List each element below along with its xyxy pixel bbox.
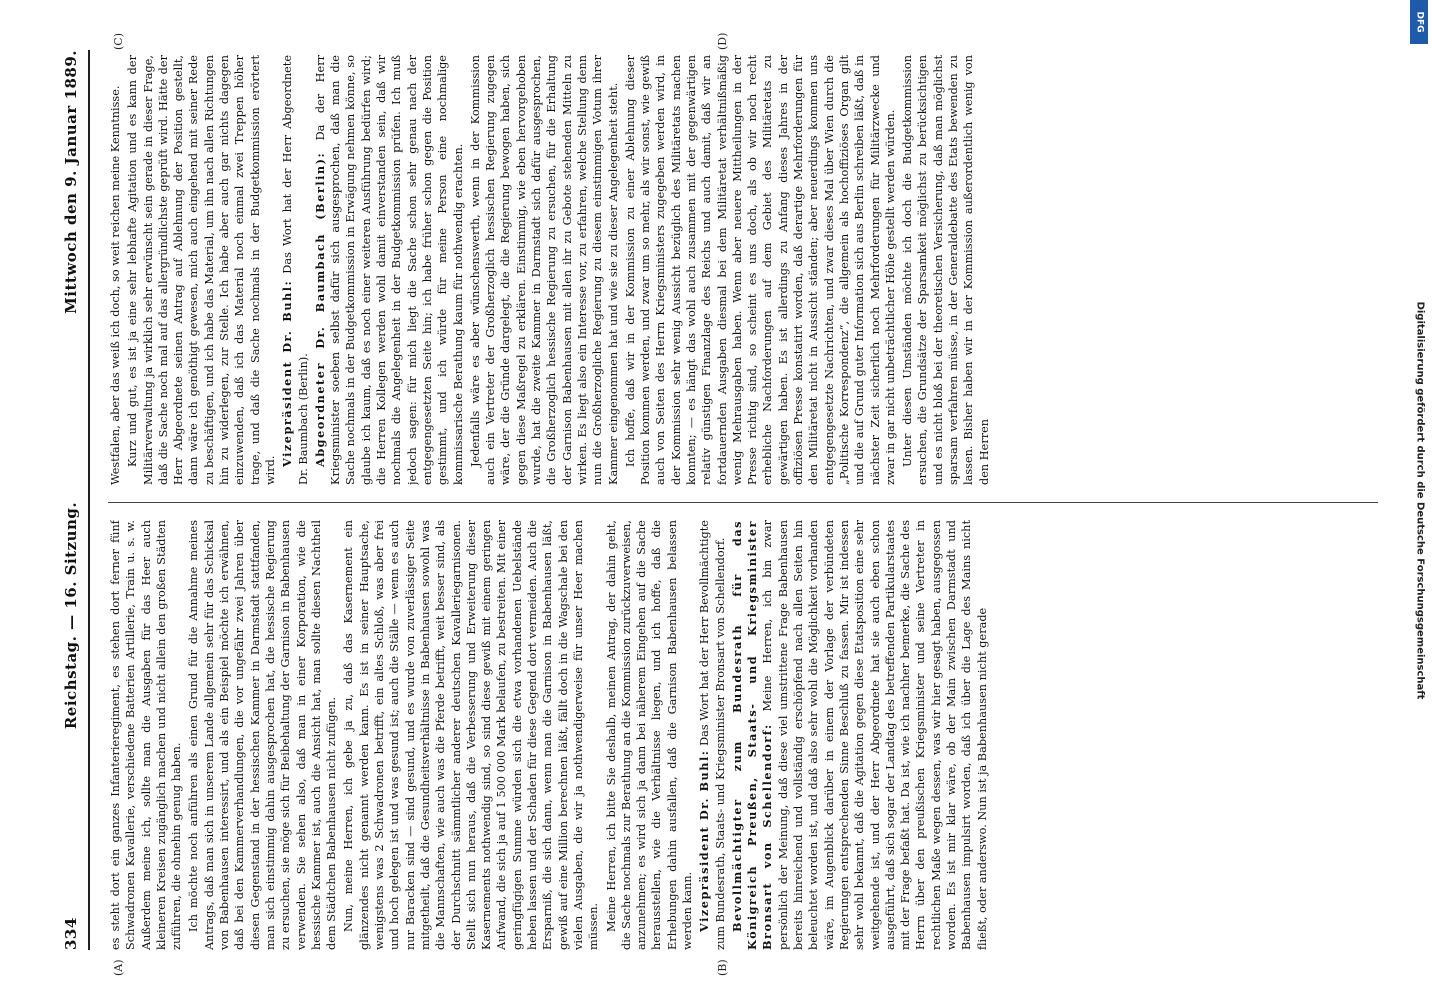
watermark-strip xyxy=(1410,0,1432,1000)
session-title: Reichstag. — 16. Sitzung. xyxy=(62,501,80,730)
speaker-paragraph xyxy=(730,520,990,950)
paragraph: Westfalen, aber das weiß ich doch, so weit reichen meine Kenntnisse. xyxy=(109,85,122,485)
speaker-name: Abgeordneter Dr. Baumbach (Berlin): xyxy=(312,151,327,467)
margin-marker-b: (B) xyxy=(716,959,729,976)
paragraph-text: Da der Herr Kriegsminister soeben selbst dafür sich ausgesprochen, daß man die Sache nochmals in der Budgetkommission in Erwägung nehmen könne, so glaube ich kaum, daß es noch einer weiteren Ausführung bedürfen wird; die Herren Kollegen werden wohl damit einverstanden sein, daß wir nochmals die Angelegenheit in der Budgetkommission prüfen. Ich muß jedoch sagen: für mich liegt die Sache schon sehr genau nach der entgegengesetzten Seite hin; ich habe früher schon gegen die Position gestimmt, und ich würde für meine Person eine nochmalige kommissarische Berathung kaum für nothwendig erachten. xyxy=(313,55,465,485)
page-number: 334 xyxy=(62,917,80,950)
paragraph: Kurz und gut, es ist ja eine sehr lebhafte Agitation und es kann der Militärverwaltung ja wirklich sehr erwünscht sein gerade in dieser Frage, daß die Sache noch mal auf das allergründlichste geprüft wird. Hätte der Herr Abgeordnete seinen Antrag auf Ablehnung der Position gestellt, dann wäre ich genöthigt gewesen, mich auch eingehend mit seiner Rede zu beschäftigen, und ich habe das Material, um ihn nach allen Richtungen hin zu widerlegen, zur Stelle. Ich habe aber auch gar nichts dagegen einzuwenden, daß ich das Material noch einmal zwei Treppen höher trage, und daß die Sache nochmals in der Budgetkommission erörtert wird. xyxy=(126,55,277,485)
column-divider xyxy=(108,502,1378,503)
margin-marker-a: (A) xyxy=(112,959,125,976)
speaker-name: Bevollmächtigter zum Bundesrath für das Königreich Preußen, Staats- und Kriegsminister Bronsart von Schellendorf: xyxy=(729,520,775,950)
paragraph-text: Das Wort hat der Herr Abgeordnete Dr. Baumbach (Berlin). xyxy=(281,55,310,485)
header-rule xyxy=(88,50,90,950)
session-date: Mittwoch den 9. Januar 1889. xyxy=(62,50,80,314)
speaker-name: Vizepräsident Dr. Buhl: xyxy=(697,749,712,932)
watermark-text: Digitalisierung gefördert durch die Deutsche Forschungsgemeinschaft xyxy=(1414,301,1426,699)
speaker-paragraph xyxy=(697,520,728,950)
paragraph: es steht dort ein ganzes Infanterieregiment, es stehen dort ferner fünf Schwadronen Kavallerie, verschiedene Batterien Artillerie, Train u. s. w. Außerdem meine ich, sollte man die Ausgaben für das Heer auch kleineren Kreisen zugänglich machen und nicht allein den großen Städten zuführen, die ohnehin genug haben. xyxy=(109,520,184,950)
paragraph: Unter diesen Umständen möchte ich doch die Budgetkommission ersuchen, die Grundsätze der Sparsamkeit möglichst zu berücksichtigen und es nicht bloß bei der theoretischen Versicherung, daß man möglichst sparsam verfahren müsse, in der Generaldebatte des Etats bewenden zu lassen. Bisher haben wir in der Kommission außerordentlich wenig von den Herren xyxy=(901,55,991,485)
watermark xyxy=(1410,0,1430,1000)
speaker-name: Vizepräsident Dr. Buhl: xyxy=(280,279,295,467)
margin-marker-c: (C) xyxy=(112,33,125,50)
dfg-logo xyxy=(1410,0,1428,44)
left-column xyxy=(108,520,1378,950)
paragraph: Jedenfalls wäre es aber wünschenswerth, wenn in der Kommission auch ein Vertreter der Großherzoglich hessischen Regierung zugegen wäre, der die Gründe dargelegt, die die Regierung bewogen haben, sich gegen diese Maßregel zu erklären. Einstimmig, wie eben hervorgehoben wurde, hat die zweite Kammer in Darmstadt sich dafür ausgesprochen, die Großherzoglich hessische Regierung zu ersuchen, für die Erhaltung der Garnison Babenhausen mit allen ihr zu Gebote stehenden Mitteln zu wirken. Es liegt also ein Interesse vor, zu erfahren, welche Stellung denn nun die Großherzogliche Regierung zu diesem einstimmigen Votum ihrer Kammer eingenommen hat und wie sie zu dieser Angelegenheit steht. xyxy=(468,55,620,485)
paragraph-text: Das Wort hat der Herr Bevollmächtigte zum Bundesrath, Staats- und Kriegsminister Bronsart von Schellendorf. xyxy=(698,520,727,950)
margin-marker-d: (D) xyxy=(716,32,729,50)
scanned-page xyxy=(16,10,1416,990)
paragraph: Nun, meine Herren, ich gebe ja zu, daß das Kasernement ein glänzendes nicht genannt werden kann. Es ist in seiner Hauptsache, wenigstens was 2 Schwadronen betrifft, ein altes Schloß, was aber frei und hoch gelegen ist und was gesund ist; auch die Ställe — wenn es auch nur Baracken sind — sind gesund, und es wurde von zuverlässiger Seite mitgetheilt, daß die Gesundheitsverhältnisse in Babenhausen sowohl was die Mannschaften, wie auch was die Pferde betrifft, weit besser sind, als der Durchschnitt sämmtlicher anderer deutschen Kavalleriegarnisonen. Stellt sich nun heraus, daß die Verbesserung und Erweiterung dieser Kasernements nothwendig sind, so sind diese gewiß mit einem geringen Aufwand, die sich ja auf 1 500 000 Mark belaufen, zu bestreiten. Mit einer geringfügigen Summe würden sich die etwa vorhandenen Uebelstände heben lassen und der Schaden für diese Gegend dort vermeiden. Auch die Ersparniß, die sich dann, wenn man die Garnison in Babenhausen läßt, gewiß auf eine Million berechnen läßt, fällt doch in die Wagschale bei den vielen Ausgaben, die wir ja nothwendigerweise für unser Heer machen müssen. xyxy=(342,520,601,950)
paragraph: Ich hoffe, daß wir in der Kommission zu einer Ablehnung dieser Position kommen werden, und zwar um so mehr, als wir sonst, wie gewiß auch von Seiten des Herrn Kriegsministers zugegeben werden wird, in der Kommission sehr wenig Aussicht bezüglich des Militäretats machen konnten; — es hängt das wohl auch zusammen mit der gegenwärtigen relativ günstigen Finanzlage des Reichs und auch damit, daß wir an fortdauernden Ausgaben diesmal bei dem Militäretat verhältnißmäßig wenig Mehrausgaben haben. Wenn aber neuere Mittheilungen in der Presse richtig sind, so scheint es uns doch, als ob wir noch recht erhebliche Nachforderungen auf dem Gebiet des Militäretats zu gewärtigen haben. Es ist allerdings zu Anfang dieses Jahres in der offiziösen Presse konstatirt worden, daß derartige Mehrforderungen für den Militäretat nicht in Aussicht ständen; aber neuerdings kommen uns entgegengesetzte Nachrichten, und zwar dieses Mal über Wien durch die „Politische Korrespondenz“, die allgemein als hochoffiziöses Organ gilt und die auf Grund guter Information sich aus Berlin schreiben läßt, daß in nächster Zeit sicherlich noch Mehrforderungen für Militärzwecke und zwar in gar nicht unbeträchtlicher Höhe gestellt werden würden. xyxy=(623,55,897,485)
speaker-paragraph xyxy=(313,55,466,485)
page-header xyxy=(56,50,86,950)
speaker-paragraph xyxy=(280,55,311,485)
right-column xyxy=(108,55,1378,485)
paragraph-text: Meine Herren, ich bin zwar persönlich der Meinung, daß diese viel umstrittene Frage Babenhausen bereits hinreichend und vollständig erschöpfend nach allen Seiten hin beleuchtet worden ist, und daß also sehr wohl die Möglichkeit vorhanden wäre, im Augenblick darüber in einem der Vorlage der verbündeten Regierungen entsprechenden Sinne Beschluß zu fassen. Mir ist indessen sehr wohl bekannt, daß die Agitation gegen diese Etatsposition eine sehr weitgehende ist, und der Herr Abgeordnete hat sie auch eben schon ausgeführt, daß sich sogar der Landtag des betreffenden Partikularstaates mit der Frage befaßt hat. Da ist, wie ich nachher bemerke, die Sache des Herrn über den preußischen Kriegsminister und seine Vertreter in rechtlichen Maße wegen dessen, was wir hier gesagt haben, ausgegossen worden. Es ist mir klar wäre, ob der Main zwischen Darmstadt und Babenhausen impulsirt worden, daß ich über die Lage des Mains nicht fließt, oder anderswo. Nun ist ja Babenhausen nicht gerade xyxy=(761,520,989,950)
paragraph: Meine Herren, ich bitte Sie deshalb, meinen Antrag, der dahin geht, die Sache nochmals zur Berathung an die Kommission zurückzuverweisen, anzunehmen; es wird sich ja dann bei näherem Eingehen auf die Sache herausstellen, wie die Verhältnisse liegen, und ich hoffe, daß die Erhebungen dahin ausfallen, daß die Garnison Babenhausen belassen werden kann. xyxy=(604,520,694,950)
paragraph: Ich möchte noch anführen als einen Grund für die Annahme meines Antrags, daß man sich in unserem Lande allgemein sehr für das Schicksal von Babenhausen interessirt, und als ein Beispiel möchte ich erwähnen, daß bei den Kammerverhandlungen, die vor ungefähr zwei Jahren über diesen Gegenstand in der hessischen Kammer in Darmstadt stattfanden, man sich einstimmig dahin ausgesprochen hat, die hessische Regierung zu ersuchen, sie möge sich für Beibehaltung der Garnison in Babenhausen verwenden. Sie sehen also, daß man in einer Korporation, wie die hessische Kammer ist, auch die Ansicht hat, man sollte diesen Nachtheil dem Städtchen Babenhausen nicht zufügen. xyxy=(187,520,339,950)
dfg-logo-text: DFG xyxy=(1414,11,1425,33)
